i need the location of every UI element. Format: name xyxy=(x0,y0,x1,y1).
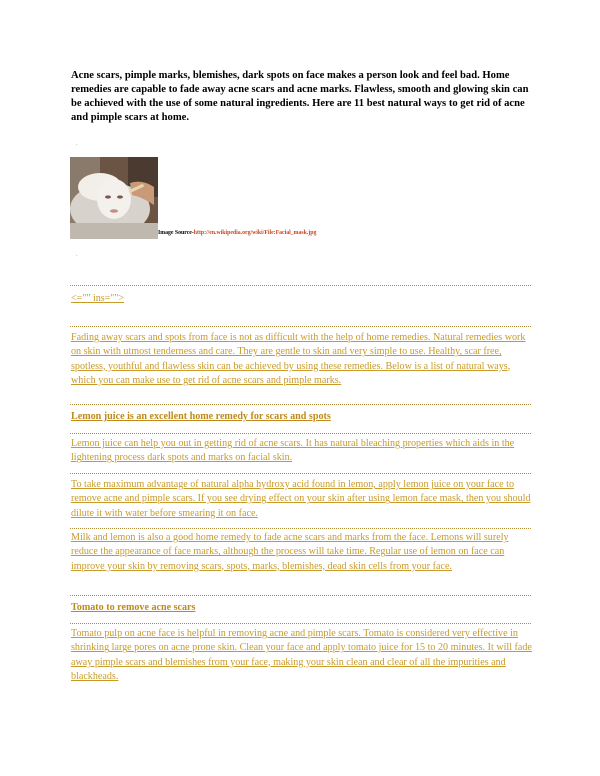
image-caption xyxy=(158,229,316,237)
facial-mask-photo xyxy=(70,157,158,239)
paragraph-lemon-mask[interactable]: To take maximum advantage of natural alpha hydroxy acid found in lemon, apply lemon juice on your face to remove acne and pimple scars. If you see drying effect on your skin after using lemon face mask, then you should dilute it with water before smearing it on face. xyxy=(71,479,531,519)
divider xyxy=(70,595,531,596)
paragraph-intro-remedies[interactable]: Fading away scars and spots from face is not as difficult with the help of home remedies. Natural remedies work on skin with utmost tenderness and care. They are gentle to skin and very simple to use. Healthy, scar free, spotless, youthful and flawless skin can be achieved by using these remedies. Below is a list of natural ways, which you can make use to get rid of acne scars and pimple marks. xyxy=(71,332,526,386)
heading-lemon-juice[interactable]: Lemon juice is an excellent home remedy for scars and spots xyxy=(71,411,331,422)
ins-tag-text[interactable]: <="" ins=""> xyxy=(71,293,125,304)
caption-source-link[interactable]: http://en.wikipedia.org/wiki/File:Facial_mask.jpg xyxy=(193,230,317,236)
divider xyxy=(70,528,531,529)
intro-paragraph: Acne scars, pimple marks, blemishes, dark spots on face makes a person look and feel bad. Home remedies are capable to fade away acne scars and acne marks. Flawless, smooth and glowing skin can be achieved with the use of some natural ingredients. Here are 11 best natural ways to get rid of acne and pimple scars at home. xyxy=(71,70,529,123)
divider xyxy=(70,326,531,327)
divider xyxy=(70,433,531,434)
caption-label: Image Source- xyxy=(158,230,194,236)
spacer-mark: . xyxy=(76,141,78,147)
divider xyxy=(70,404,531,405)
paragraph-tomato[interactable]: Tomato pulp on acne face is helpful in removing acne and pimple scars. Tomato is considered very effective in shrinking large pores on acne prone skin. Clean your face and apply tomato juice for 15 to 20 minutes. It will fade away pimple scars and blemishes from your face, making your skin clean and clear of all the impurities and blackheads. xyxy=(71,628,532,682)
heading-tomato[interactable]: Tomato to remove acne scars xyxy=(71,602,196,613)
paragraph-milk-lemon[interactable]: Milk and lemon is also a good home remedy to fade acne scars and marks from the face. Lemons will surely reduce the appearance of face marks, although the process will take time. Regular use of lemon on face can improve your skin by removing scars, spots, marks, blemishes, dead skin cells from your face. xyxy=(71,532,509,572)
divider xyxy=(70,623,531,624)
divider xyxy=(70,285,531,286)
divider xyxy=(70,473,531,474)
paragraph-lemon-juice[interactable]: Lemon juice can help you out in getting rid of acne scars. It has natural bleaching properties which aids in the lightening process dark spots and marks on facial skin. xyxy=(71,438,515,464)
facial-mask-image xyxy=(70,157,158,239)
spacer-mark: . xyxy=(76,252,78,258)
